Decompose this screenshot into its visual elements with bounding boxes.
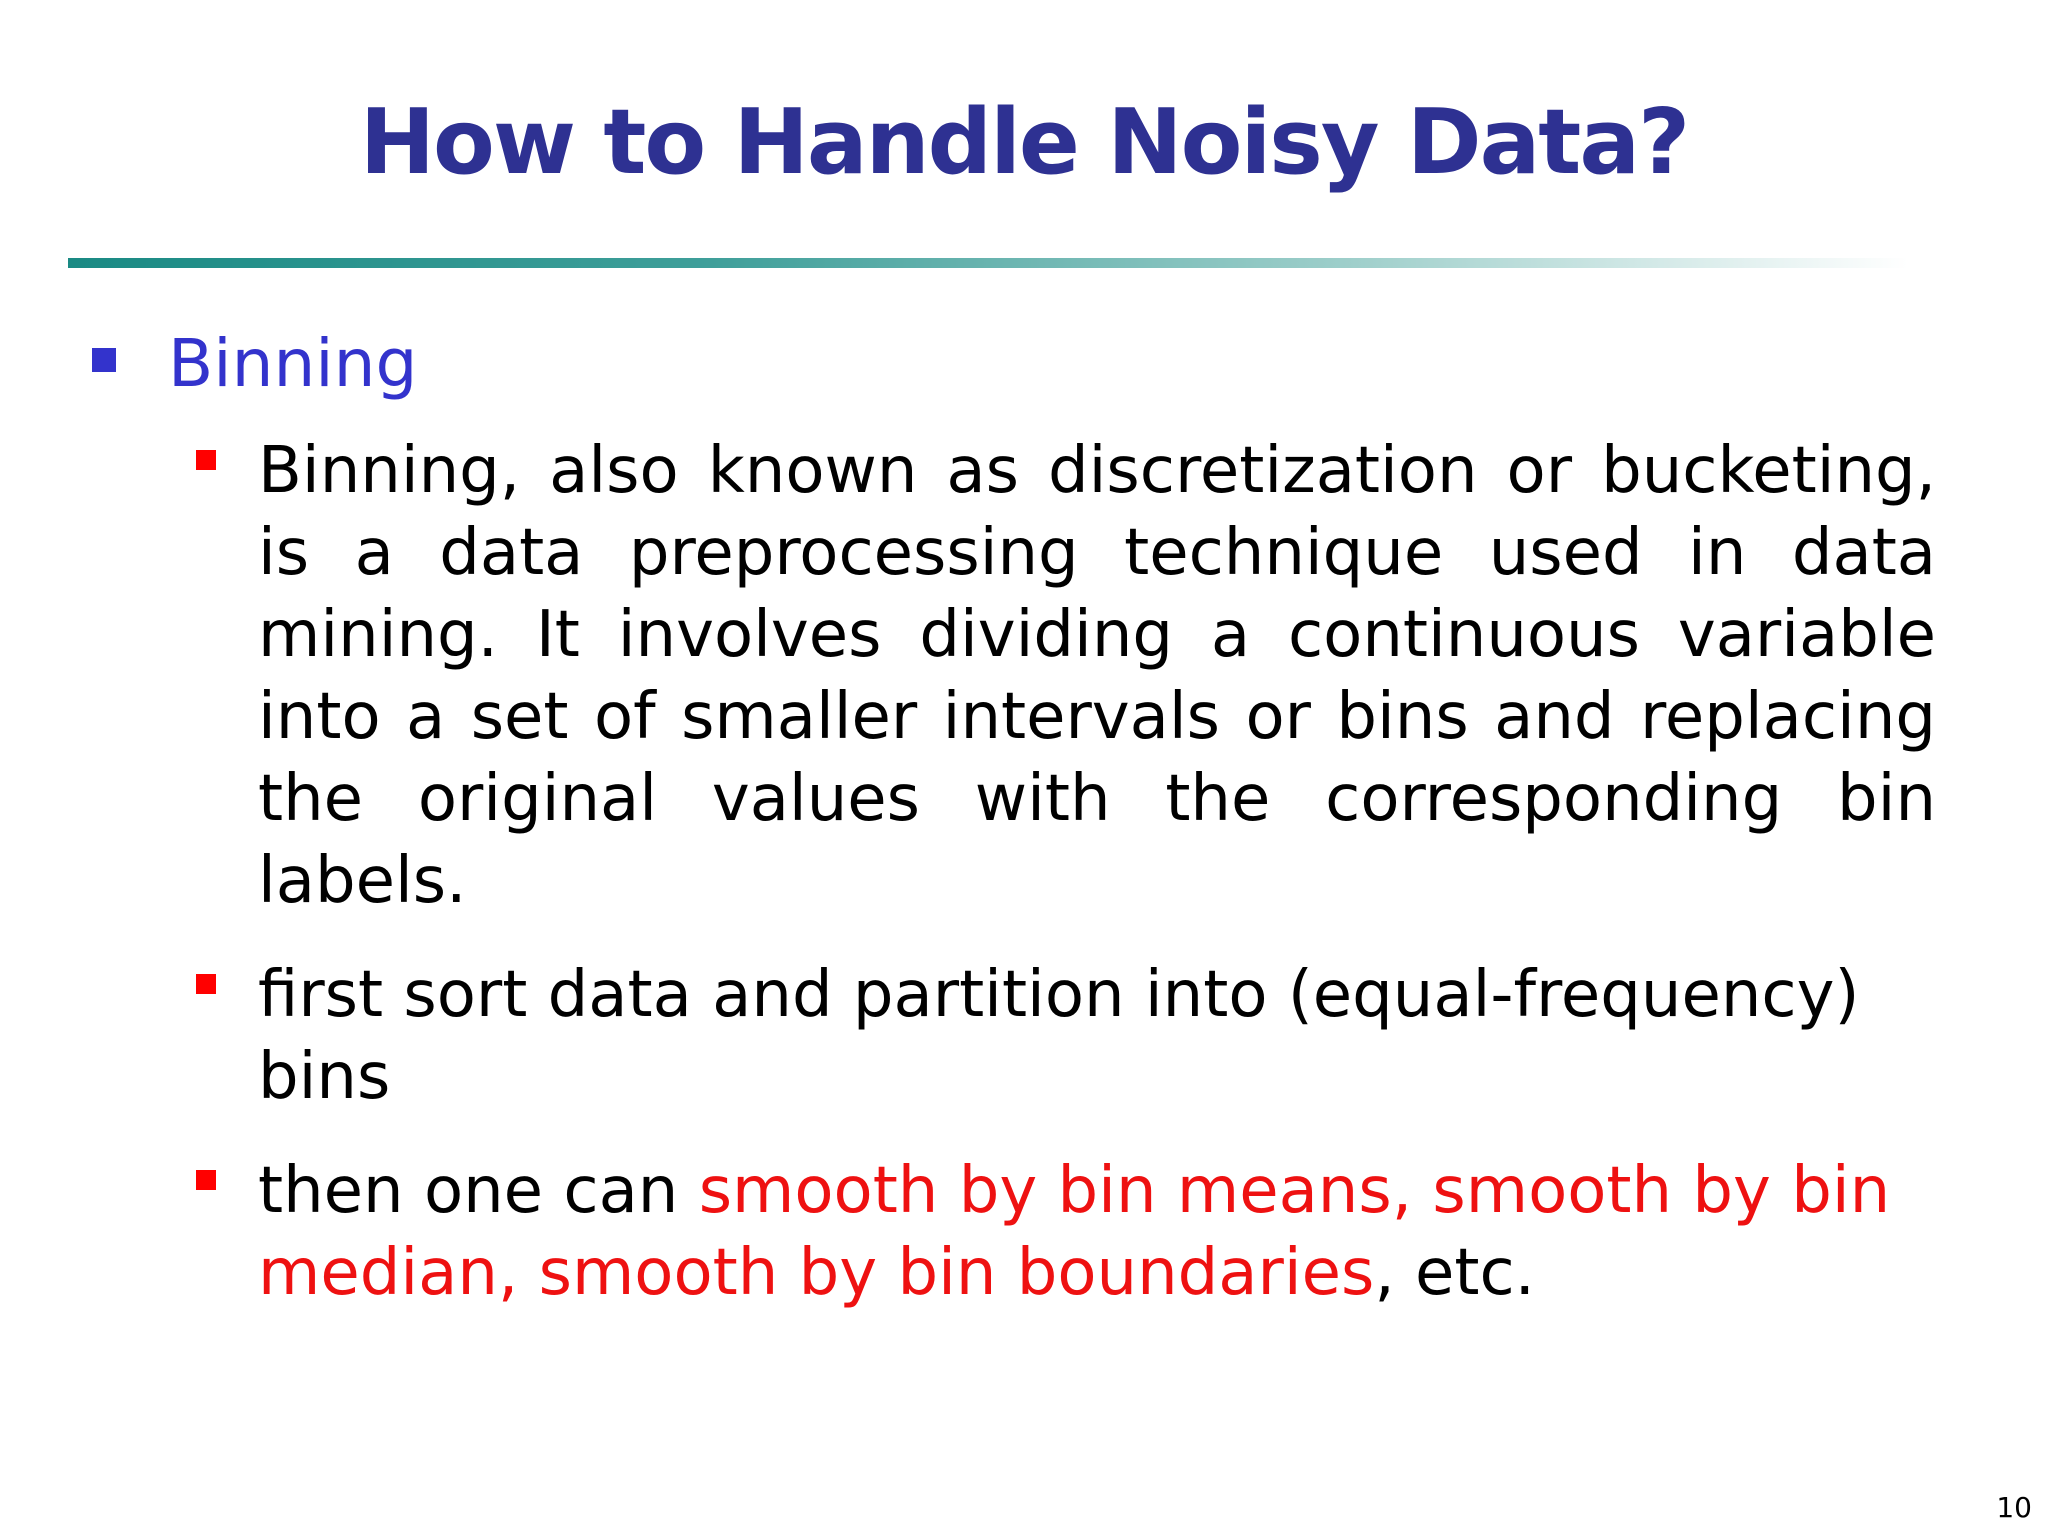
smooth-suffix: , etc. <box>1374 1236 1535 1310</box>
binning-sub-list <box>196 430 1936 1346</box>
slide-title: How to Handle Noisy Data? <box>359 90 1689 195</box>
sub-bullet-sort-text: first sort data and partition into (equal-frequency) bins <box>258 958 1860 1114</box>
square-bullet-icon <box>196 1170 216 1190</box>
bullet-binning-label: Binning <box>168 325 418 402</box>
sub-bullet-sort <box>196 954 1936 1118</box>
page-number: 10 <box>1996 1491 2032 1524</box>
smooth-prefix: then one can <box>258 1154 699 1228</box>
sub-bullet-smooth-text <box>258 1150 1936 1314</box>
sub-bullet-definition <box>196 430 1936 922</box>
title-divider <box>68 258 1908 268</box>
smooth-methods-highlight: smooth by bin means, smooth by bin median, smooth by bin boundaries <box>258 1154 1891 1310</box>
sub-bullet-smooth <box>196 1150 1936 1314</box>
square-bullet-icon <box>92 348 116 372</box>
sub-bullet-definition-text: Binning, also known as discretization or bucketing, is a data preprocessing technique used in data mining. It involves dividing a continuous variable into a set of smaller intervals or bins and replacing the original values with the corresponding bin labels. <box>258 434 1936 918</box>
square-bullet-icon <box>196 450 216 470</box>
square-bullet-icon <box>196 974 216 994</box>
